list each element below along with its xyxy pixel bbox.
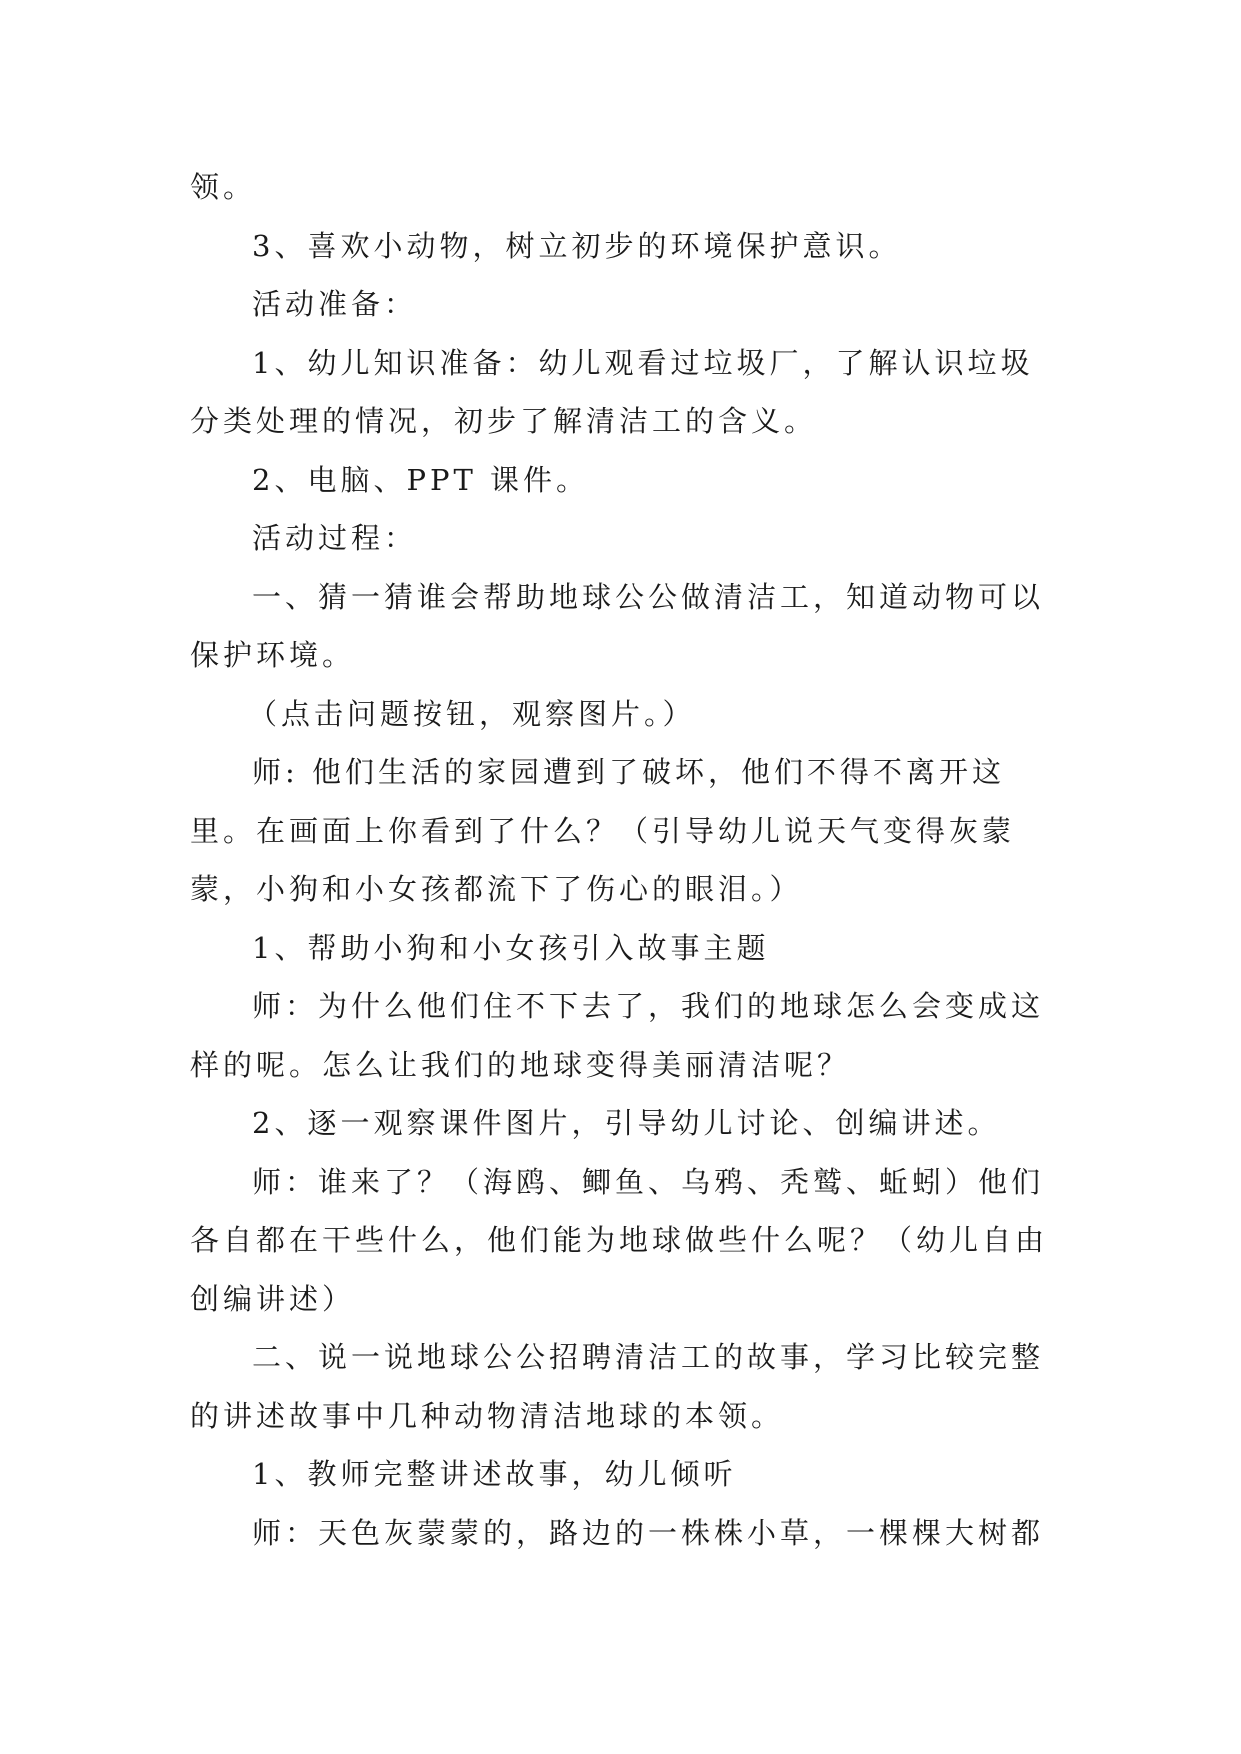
paragraph-13: 师：谁来了？（海鸥、鲫鱼、乌鸦、秃鹫、蚯蚓）他们各自都在干些什么，他们能为地球做些什么呢？（幼儿自由创编讲述） (190, 1164, 1049, 1316)
paragraph-9: 师: 他们生活的家园遭到了破坏，他们不得不离开这里。在画面上你看到了什么？（引导幼儿说天气变得灰蒙蒙，小狗和小女孩都流下了伤心的眼泪。） (190, 755, 1016, 906)
paragraph-3: 活动准备： (252, 287, 418, 321)
paragraph-4: 1、幼儿知识准备：幼儿观看过垃圾厂，了解认识垃圾分类处理的情况，初步了解清洁工的含义。 (190, 345, 1034, 438)
paragraph-2: 3、喜欢小动物，树立初步的环境保护意识。 (252, 228, 902, 263)
paragraph-6: 活动过程： (252, 521, 418, 555)
paragraph-1: 领。 (190, 170, 257, 204)
paragraph-15: 1、教师完整讲述故事，幼儿倾听 (252, 1457, 737, 1491)
paragraph-5: 2、电脑、PPT 课件。 (252, 462, 590, 497)
paragraph-8: （点击问题按钮，观察图片。） (248, 696, 696, 731)
paragraph-14: 二、说一说地球公公招聘清洁工的故事，学习比较完整的讲述故事中几种动物清洁地球的本领。 (190, 1340, 1045, 1433)
paragraph-16: 师：天色灰蒙蒙的，路边的一株株小草，一棵棵大树都 (252, 1515, 1045, 1550)
paragraph-11: 师：为什么他们住不下去了，我们的地球怎么会变成这样的呢。怎么让我们的地球变得美丽清洁呢？ (190, 989, 1045, 1082)
paragraph-10: 1、帮助小狗和小女孩引入故事主题 (252, 930, 770, 965)
paragraph-7: 一、猜一猜谁会帮助地球公公做清洁工，知道动物可以保护环境。 (190, 579, 1045, 672)
document-body (190, 158, 1050, 1562)
paragraph-12: 2、逐一观察课件图片，引导幼儿讨论、创编讲述。 (252, 1106, 1001, 1140)
